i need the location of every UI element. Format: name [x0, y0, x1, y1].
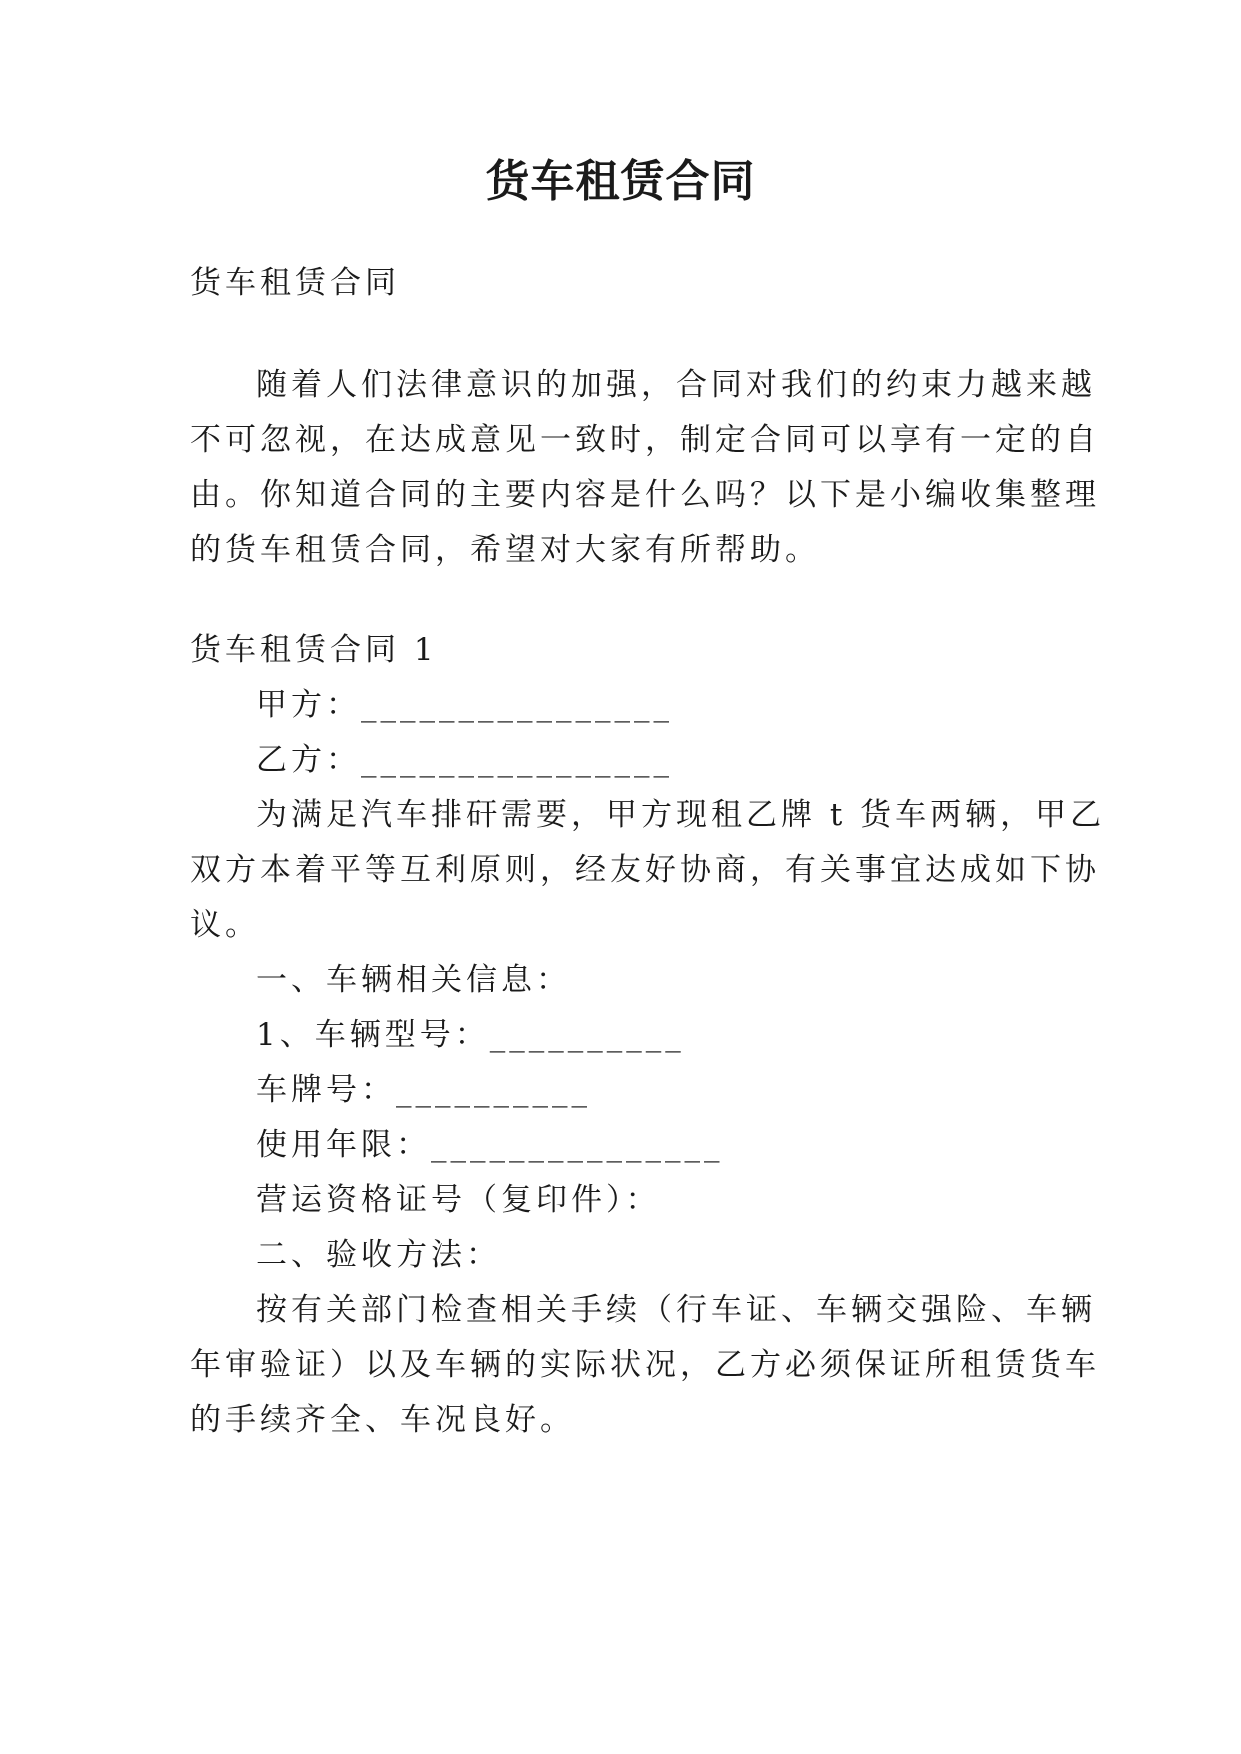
- section-1-heading: 一、车辆相关信息：: [256, 962, 571, 998]
- service-life-line: 使用年限：_______________: [256, 1127, 724, 1163]
- purpose-line-1: 为满足汽车排矸需要，甲方现租乙牌 t 货车两辆，甲乙: [256, 797, 1106, 833]
- plate-number-line: 车牌号：__________: [256, 1072, 591, 1108]
- party-b-line: 乙方：________________: [256, 742, 673, 778]
- section-2-heading: 二、验收方法：: [256, 1237, 501, 1273]
- contract-heading: 货车租赁合同 1: [190, 632, 438, 668]
- intro-line-4: 的货车租赁合同，希望对大家有所帮助。: [190, 532, 820, 568]
- party-a-line: 甲方：________________: [256, 687, 673, 723]
- inspection-line-1: 按有关部门检查相关手续（行车证、车辆交强险、车辆: [256, 1292, 1096, 1328]
- intro-line-3: 由。你知道合同的主要内容是什么吗？以下是小编收集整理: [190, 477, 1100, 513]
- document-subtitle: 货车租赁合同: [190, 265, 400, 301]
- intro-line-1: 随着人们法律意识的加强，合同对我们的约束力越来越: [256, 367, 1096, 403]
- intro-line-2: 不可忽视，在达成意见一致时，制定合同可以享有一定的自: [190, 422, 1100, 458]
- inspection-line-2: 年审验证）以及车辆的实际状况，乙方必须保证所租赁货车: [190, 1347, 1100, 1383]
- inspection-line-3: 的手续齐全、车况良好。: [190, 1402, 575, 1438]
- license-line: 营运资格证号（复印件）：: [256, 1182, 661, 1218]
- purpose-line-3: 议。: [190, 907, 260, 943]
- purpose-line-2: 双方本着平等互利原则，经友好协商，有关事宜达成如下协: [190, 852, 1100, 888]
- document-title: 货车租赁合同: [485, 156, 756, 207]
- vehicle-model-line: 1、车辆型号：__________: [256, 1017, 685, 1053]
